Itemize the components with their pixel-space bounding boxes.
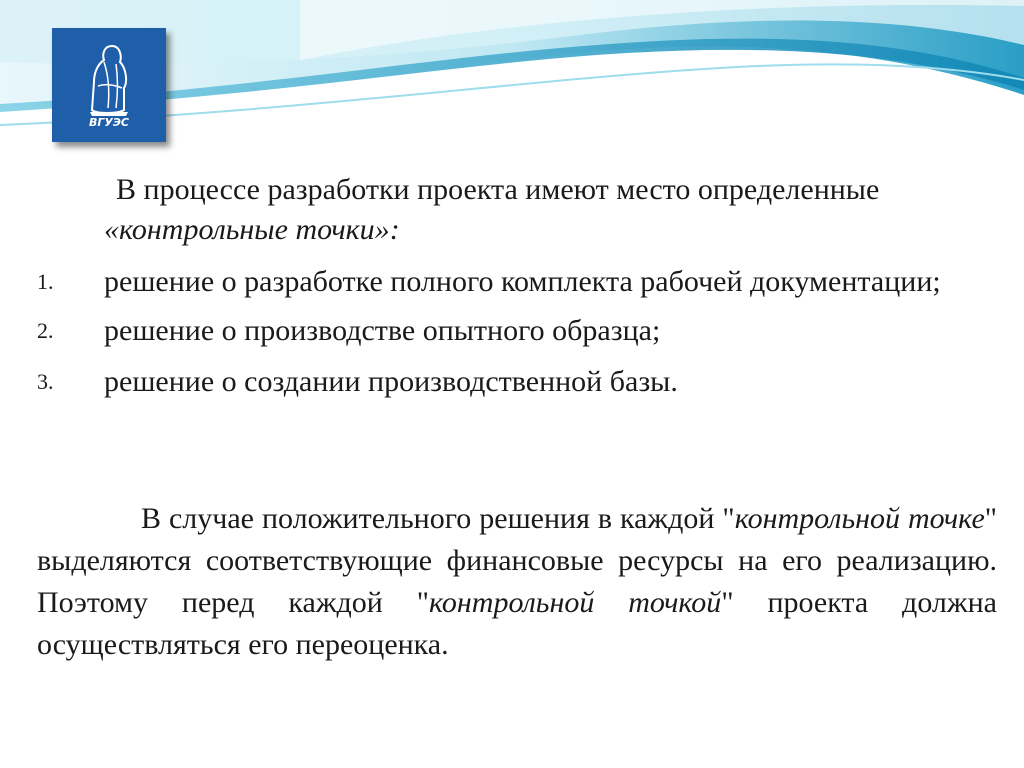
intro-emphasis: «контрольные точки» <box>104 213 390 246</box>
paragraph-part-3: " проекта должна осуществляться его переоценка. <box>37 586 997 661</box>
list-item <box>0 262 1024 302</box>
logo-text: ВГУЭС <box>88 116 130 129</box>
conclusion-paragraph <box>37 498 997 666</box>
paragraph-emphasis-1: контрольной точке <box>734 502 985 535</box>
checkpoint-list <box>0 262 1024 402</box>
paragraph-part-2: " выделяются соответствующие финансовые ресурсы на его реализацию. Поэтому перед каждой " <box>37 502 998 619</box>
intro-paragraph <box>104 170 984 250</box>
intro-colon: : <box>389 213 400 246</box>
list-item-number: 2. <box>37 318 54 343</box>
list-item <box>0 311 1024 351</box>
list-item <box>0 362 1024 402</box>
list-item-number: 1. <box>37 269 54 294</box>
list-item-text: решение о производстве опытного образца; <box>104 314 661 347</box>
university-logo <box>52 28 166 142</box>
list-item-text: решение о создании производственной базы. <box>104 365 678 398</box>
intro-text: В процессе разработки проекта имеют место определенные <box>116 173 880 206</box>
paragraph-part-1: В случае положительного решения в каждой " <box>141 502 735 535</box>
list-item-number: 3. <box>37 369 54 394</box>
list-item-text: решение о разработке полного комплекта рабочей документации; <box>104 265 941 298</box>
paragraph-emphasis-2: контрольной точкой <box>429 586 722 619</box>
